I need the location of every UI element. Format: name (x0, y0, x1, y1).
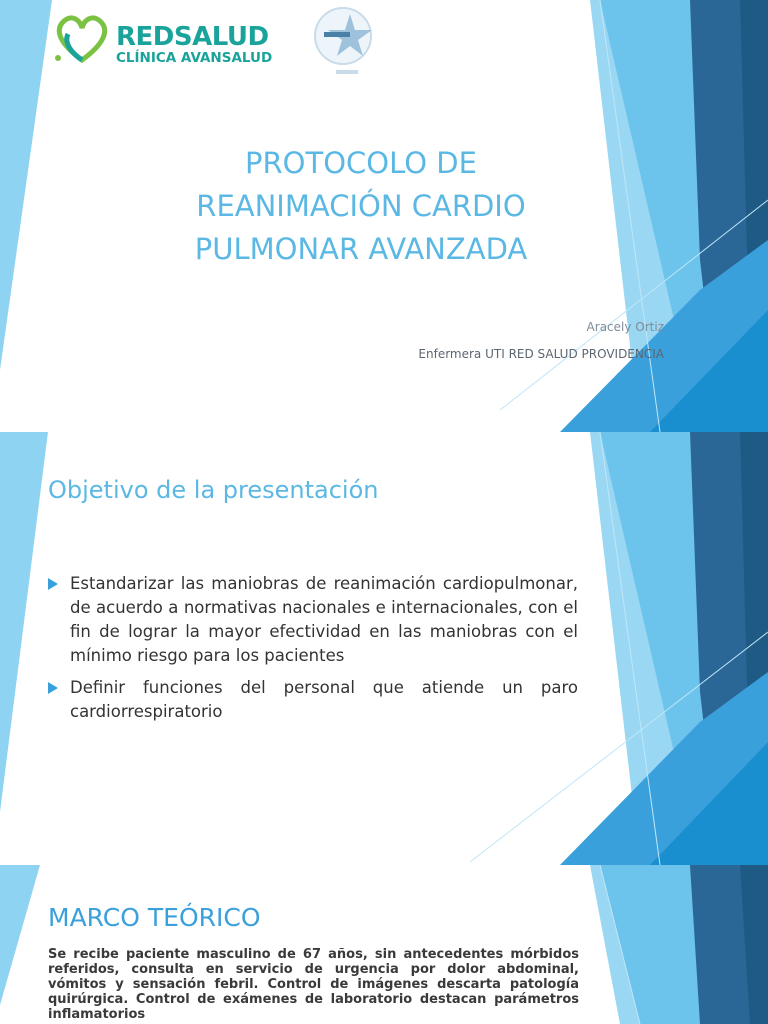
author-role: Enfermera UTI RED SALUD PROVIDENCIA (418, 347, 664, 361)
title-line: PULMONAR AVANZADA (194, 232, 528, 266)
title-line: REANIMACIÓN CARDIO (196, 189, 526, 223)
author-name: Aracely Ortiz (586, 320, 664, 334)
logo-subtitle: CLÍNICA AVANSALUD (116, 50, 273, 66)
title-slide (0, 0, 768, 432)
heart-logo-icon (52, 12, 112, 68)
redsalud-logo (52, 12, 302, 72)
list-item-text: Estandarizar las maniobras de reanimación cardiopulmonar, de acuerdo a normativas nacionales e internacionales, con el fin de lograr la mayor efectividad en las maniobras con el mínimo riesgo para los pacientes (70, 574, 578, 665)
title-line: PROTOCOLO DE (245, 146, 477, 180)
section-heading: Objetivo de la presentación (48, 476, 379, 504)
objective-list (48, 572, 578, 732)
list-item (48, 676, 578, 724)
objective-slide (0, 432, 768, 865)
bullet-arrow-icon (48, 578, 58, 590)
list-item-text: Definir funciones del personal que atiende un paro cardiorrespiratorio (70, 678, 578, 721)
section-heading: MARCO TEÓRICO (48, 903, 261, 932)
case-paragraph: Se recibe paciente masculino de 67 años, sin antecedentes mórbidos referidos, consulta en servicio de urgencia por dolor abdominal, vómitos y sensación febril. Control de imágenes descarta patología quirúrgica. Control de exámenes de laboratorio destacan parámetros inflamatorios (48, 947, 579, 1022)
theory-slide (0, 865, 768, 1024)
accreditation-seal-icon (310, 4, 376, 80)
bullet-arrow-icon (48, 682, 58, 694)
list-item (48, 572, 578, 668)
logo-brand: REDSALUD (116, 22, 269, 52)
presentation-title (120, 142, 602, 271)
